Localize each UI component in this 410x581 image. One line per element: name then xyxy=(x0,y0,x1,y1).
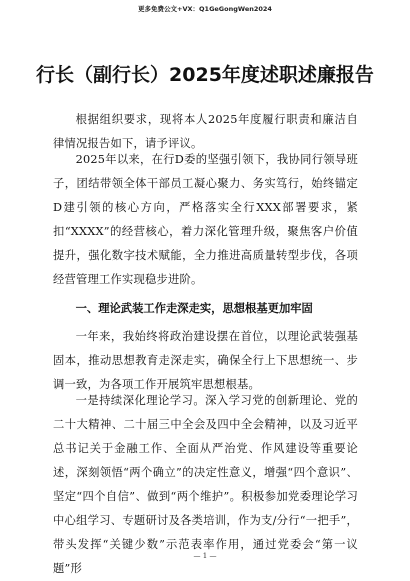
page-number: — 1 — xyxy=(193,552,217,560)
section1-body-text: 一年来，我始终将政治建设摆在首位，以理论武装强基固本，推动思想教育走深走实，确保全行上下思想统一、步调一致，为各项工作开展筑牢思想根基。 xyxy=(53,330,358,391)
overview-text: 2025年以来，在行D委的坚强引领下，我协同行领导班子，团结带领全体干部员工凝心聚力、务实笃行，始终锚定D建引领的核心方向，严格落实全行XXX部署要求，紧扣“XXXX”的经营核心，着力深化管理升级，聚焦客户价值提升，强化数字技术赋能，全力推进高质量转型步伐，各项经营管理工作实现稳步进阶。 xyxy=(53,153,358,286)
section1-body-paragraph xyxy=(53,325,358,397)
header-note: 更多免费公文+VX：Q1GeGongWen2024 xyxy=(138,5,272,13)
section-heading-1: 一、理论武装工作走深走实，思想根基更加牢固 xyxy=(75,302,313,315)
overview-paragraph xyxy=(53,148,358,292)
document-title: 行长（副行长）2025年度述职述廉报告 xyxy=(36,64,374,86)
section1-point1-text: 一是持续深化理论学习。深入学习党的创新理论、党的二十大精神、二十届三中全会及四中全会精神，以及习近平总书记关于金融工作、全面从严治党、作风建设等重要论述，深刻领悟“两个确立”的决定性意义，增强“四个意识”、坚定“四个自信”、做到“两个维护”。积极参加党委理论学习中心组学习、专题研讨及各类培训，作为支/分行“一把手”，带头发挥“关键少数”示范表率作用，通过党委会“第一议题”形 xyxy=(53,394,358,575)
intro-text: 根据组织要求，现将本人2025年度履行职责和廉洁自律情况报告如下，请予评议。 xyxy=(53,113,358,150)
